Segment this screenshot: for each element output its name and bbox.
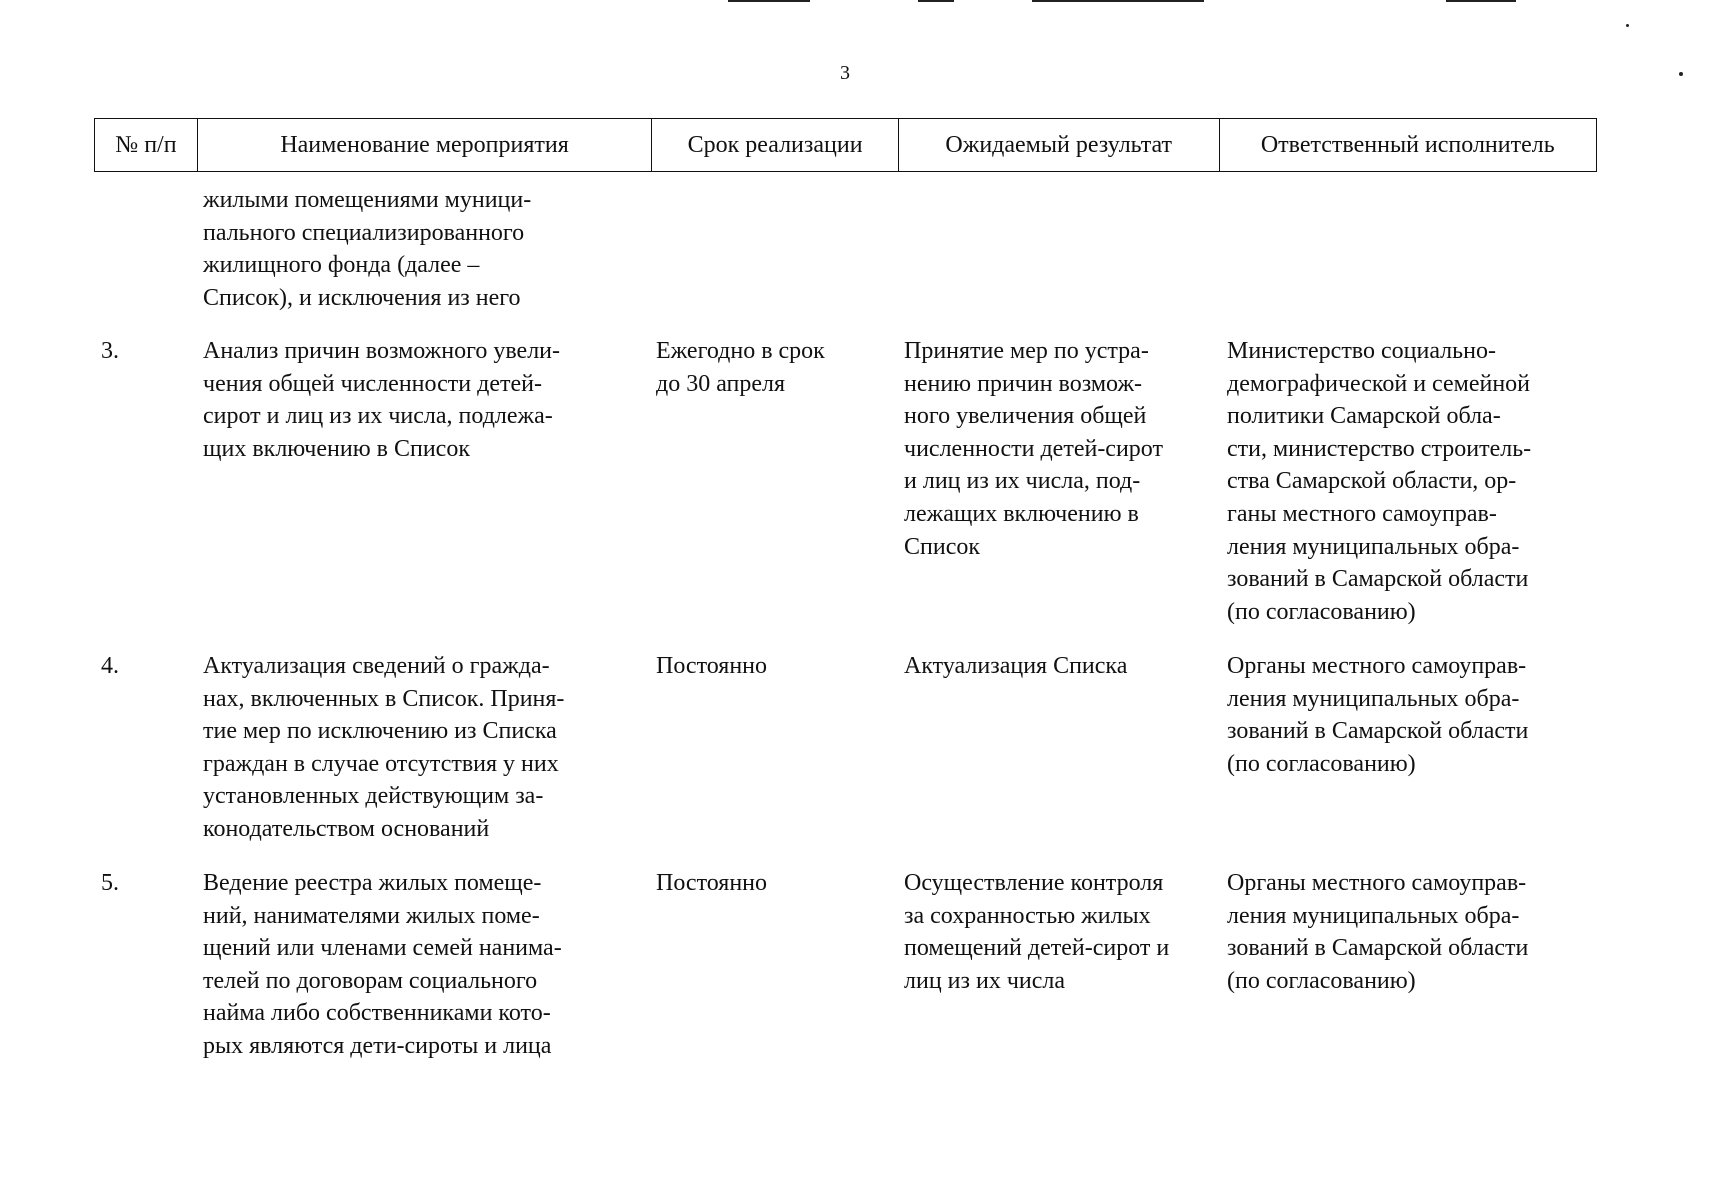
row-name-cell: Анализ причин возможного увели- чения общей численности детей- сирот и лиц из их числа, подлежа- щих включению в Список xyxy=(203,338,561,462)
row-executor-cell: Органы местного самоуправ- ления муниципальных обра- зований в Самарской области (по согласованию) xyxy=(1227,870,1529,994)
row-term-cell: Ежегодно в срок до 30 апреля xyxy=(656,338,825,397)
row-executor-cell: Органы местного самоуправ- ления муниципальных обра- зований в Самарской области (по согласованию) xyxy=(1227,653,1529,777)
table-header xyxy=(94,118,1597,172)
row-name-cell: Ведение реестра жилых помеще- ний, нанимателями жилых поме- щений или членами семей нанима- телей по договорам социального найма либо собственниками кото- рых являются дети-сироты и лица xyxy=(203,870,562,1059)
row-result-cell: Принятие мер по устра- нению причин возмож- ного увеличения общей численности детей-сирот и лиц из их числа, под- лежащих включению в Список xyxy=(904,338,1163,560)
row-executor-cell: Министерство социально- демографической и семейной политики Самарской обла- сти, министерство строитель- ства Самарской области, ор- ганы местного самоуправ- ления муниципальных обра- зований в Самарской области (по согласованию) xyxy=(1227,338,1532,625)
row-term-cell: Постоянно xyxy=(656,653,768,679)
row-number: 4. xyxy=(101,653,119,679)
row-result-cell: Актуализация Списка xyxy=(904,653,1128,679)
header-number: № п/п xyxy=(95,119,198,171)
row-name-cell: Актуализация сведений о гражда- нах, включенных в Список. Приня- тие мер по исключению из Списка граждан в случае отсутствия у них установленных действующим за- конодательством оснований xyxy=(203,653,565,842)
scan-mark xyxy=(728,0,810,2)
scan-mark xyxy=(1446,0,1516,2)
scan-dot xyxy=(1626,24,1629,27)
header-result: Ожидаемый результат xyxy=(899,119,1220,171)
header-term: Срок реализации xyxy=(652,119,899,171)
header-executor: Ответственный исполнитель xyxy=(1260,131,1555,158)
row-number: 3. xyxy=(101,338,119,364)
row-result-cell: Осуществление контроля за сохранностью жилых помещений детей-сирот и лиц из их числа xyxy=(904,870,1170,994)
header-name: Наименование мероприятия xyxy=(198,119,652,171)
row-number: 5. xyxy=(101,870,119,896)
scan-mark xyxy=(1032,0,1204,2)
page-number: 3 xyxy=(840,62,850,84)
row-term-cell: Постоянно xyxy=(656,870,768,896)
scan-mark xyxy=(918,0,954,2)
continuation-name-cell: жилыми помещениями муници- пального специализированного жилищного фонда (далее – Список), и исключения из него xyxy=(203,187,532,311)
